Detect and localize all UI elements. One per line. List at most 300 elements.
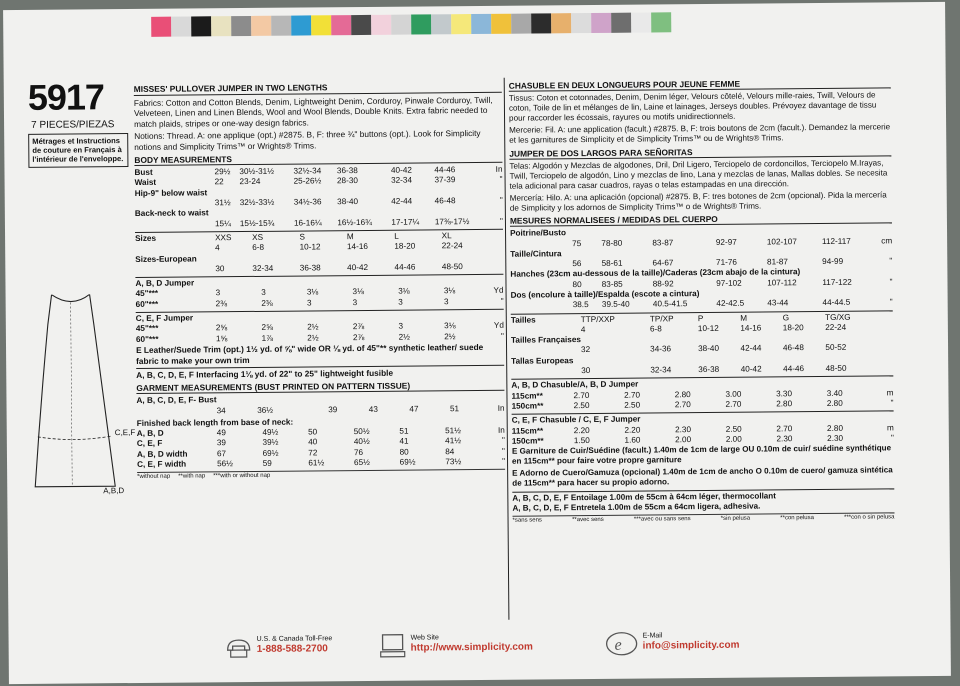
cell-value: 2⅝	[261, 323, 273, 333]
email-label: E-Mail	[642, 632, 663, 640]
cell-value: M	[740, 313, 748, 323]
bust-label: A, B, C, D, E, F- Bust	[136, 395, 217, 406]
unit-label: "	[501, 436, 505, 446]
english-title: MISSES' PULLOVER JUMPER IN TWO LENGTHS	[134, 81, 502, 96]
cell-value: 2⅜	[215, 298, 228, 308]
cell-value: 34-36	[650, 344, 672, 354]
mercerie-text: Mercerie: Fil. A: une application (facult.) #2875. B, F: trois boutons de 2cm (facult.). Demandez la mercerie et les garnitures de Simplicity et de Simplicity Trims™ ou de Wrights® Trims.	[509, 122, 891, 146]
row-label: 60"***	[135, 334, 159, 344]
cell-value: 30	[581, 366, 591, 376]
cell-value	[240, 187, 294, 198]
cell-value: 67	[216, 448, 227, 459]
cell-value: 22-24	[441, 241, 463, 251]
color-swatch	[351, 15, 371, 35]
color-swatch	[411, 14, 431, 34]
cell-value: 3	[398, 297, 403, 307]
row-label: Tailles Françaises	[510, 335, 581, 345]
cell-value: 31½	[214, 198, 231, 208]
cell-value: 65½	[353, 458, 370, 468]
color-swatch	[451, 14, 471, 34]
cell-value: 88-92	[652, 278, 674, 289]
color-swatch	[211, 16, 231, 36]
cell-value: 34	[216, 405, 226, 415]
cell-value	[581, 335, 650, 346]
cell-value: 49½	[262, 427, 279, 438]
unit-label	[877, 312, 893, 322]
table-row	[512, 398, 894, 412]
interfacing-text: A, B, C, D, E, F Interfacing 1⅛ yd. of 22" to 25" lightweight fusible	[136, 365, 504, 381]
row-label: 150cm**	[511, 436, 544, 446]
cell-value: XXS	[215, 233, 232, 243]
unit-label: "	[889, 297, 893, 307]
cell-value: 48-50	[441, 261, 463, 272]
unit-label: "	[499, 175, 503, 185]
french-spanish-section	[509, 75, 895, 524]
cell-value: 6-8	[649, 324, 662, 334]
cell-value: 25-26½	[293, 176, 322, 187]
color-swatch	[591, 13, 611, 33]
row-label	[511, 346, 581, 357]
cell-value: 44-46	[394, 262, 416, 272]
unit-label: In	[495, 164, 503, 174]
unit-label	[489, 251, 503, 261]
cell-value: 51	[399, 426, 409, 436]
color-swatch	[431, 14, 451, 34]
yardage-note-box: Métrages et Instructions de couture en Français à l'intérieur de l'enveloppe.	[28, 133, 128, 167]
unit-label	[489, 231, 503, 241]
cell-value: 38-40	[698, 344, 720, 354]
cell-value: S	[299, 232, 306, 242]
row-label: Waist	[134, 178, 157, 188]
cell-value: 39	[328, 404, 338, 414]
cell-value: 42-42.5	[716, 298, 745, 309]
cell-value	[825, 353, 877, 364]
cell-value	[601, 228, 652, 239]
row-label	[510, 259, 572, 270]
email-icon	[604, 629, 638, 659]
unit-label	[876, 246, 892, 256]
cell-value	[741, 354, 784, 365]
cell-value: 36-38	[336, 166, 358, 176]
cell-value: 40-42	[740, 364, 762, 374]
cell-value: 2.70	[725, 399, 742, 409]
cell-value: 2.30	[675, 424, 692, 434]
cell-value: 3⅛	[398, 287, 410, 297]
row-label	[135, 244, 215, 255]
unit-label: In	[497, 425, 505, 435]
cell-value: 72	[308, 448, 318, 458]
row-label	[511, 366, 581, 377]
jumper-silhouette	[28, 294, 140, 495]
cell-value: 32-34	[252, 263, 274, 273]
color-swatch	[291, 15, 311, 35]
adorno-text: E Adorno de Cuero/Gamuza (opcional) 1.40m de 1cm de ancho O 0.10m de cuero/ gamuza sintética de 115cm** para hacer su propio adorno.	[512, 465, 893, 489]
cell-value	[337, 207, 391, 218]
entretela-text: A, B, C, D, E, F Entretela 1.00m de 55cm a 64cm ligera, adhesiva.	[512, 501, 761, 513]
color-swatch	[191, 16, 211, 36]
cell-value: 2.50	[725, 424, 742, 434]
unit-label	[877, 353, 893, 363]
cell-value: 3⅛	[306, 287, 319, 297]
cell-value: XL	[441, 231, 452, 241]
row-label: A, B, D	[136, 428, 164, 439]
cell-value: 2.70	[674, 400, 691, 410]
row-label: 150cm**	[511, 401, 544, 411]
unit-label	[877, 363, 893, 373]
cell-value: 3	[398, 321, 404, 331]
cell-value	[442, 251, 490, 262]
row-label: Taille/Cintura	[510, 249, 562, 259]
entoilage-text: A, B, C, D, E, F Entoilage 1.00m de 55cm à 64cm léger, thermocollant	[512, 488, 894, 503]
pattern-envelope-back	[3, 2, 951, 684]
row-label: 115cm**	[511, 391, 543, 401]
cell-value: 69½	[262, 448, 279, 458]
abd-jumper-header: A, B, D Jumper	[135, 274, 503, 290]
cell-value	[601, 248, 652, 259]
tissus-text: Tissus: Coton et cotonnades, Denim, Denim léger, Velours côtelé, Velours mille-raies, Twill, Velours de coton, Toile de lin et mélanges de lin, Laine et lainages, Jerseys doubles. Prévoyez davantage de tissu pour raccorder les écossais, rayures ou motifs unidirectionnels.	[508, 90, 877, 123]
merceria-text: Mercería: Hilo. A: una aplicación (opcional) #2875. B, F: tres botones de 2cm (opcional). Pida la mercería de Simplicity y los adornos de Simplicity Trims™ o de Wrights® Trims.	[509, 190, 887, 213]
english-section	[134, 79, 505, 482]
leather-trim-text: E Leather/Suede Trim (opt.) 1½ yd. of ⅝" wide OR ⅛ yd. of 45"** synthetic leather/ suede fabric to make your own trim	[136, 341, 484, 366]
cell-value: 34½-36	[293, 197, 322, 207]
pattern-number: 5917	[27, 76, 105, 118]
cell-value: 3.40	[826, 388, 843, 398]
cell-value: 1⅞	[261, 333, 274, 343]
row-label	[135, 198, 215, 209]
cell-value	[572, 228, 601, 239]
color-swatch	[231, 16, 251, 36]
row-label: 115cm**	[511, 425, 544, 436]
cell-value: 2.20	[573, 425, 590, 435]
cell-value: 40.5-41.5	[652, 299, 688, 309]
cell-value	[698, 354, 741, 365]
cell-value: 2⅞	[352, 332, 365, 342]
cell-value: 18-20	[394, 241, 416, 251]
row-label: Sizes-European	[135, 253, 197, 264]
cell-value: 23-24	[239, 177, 261, 187]
cef-jumper-header: C, E, F Jumper	[136, 309, 504, 325]
color-swatch	[571, 13, 591, 33]
fr-abd-header: A, B, D Chasuble/A, B, D Jumper	[511, 376, 893, 392]
unit-label: Yd	[493, 321, 504, 331]
cell-value: 2.80	[674, 389, 691, 399]
cell-value: 42-44	[740, 344, 762, 354]
color-swatch	[531, 13, 551, 33]
color-swatch	[471, 14, 491, 34]
body-measurements-header: BODY MEASUREMENTS	[134, 151, 502, 166]
cell-value: 58-61	[601, 258, 623, 269]
cell-value: 3⅛	[352, 287, 364, 297]
tailles-table	[511, 312, 894, 377]
cell-value: 39½	[262, 438, 279, 448]
unit-label: In	[497, 403, 505, 413]
cell-value	[767, 247, 822, 258]
garment-measurements-header: GARMENT MEASUREMENTS (BUST PRINTED ON PATTERN TISSUE)	[136, 379, 504, 394]
color-swatch	[551, 13, 571, 33]
phone-label: U.S. & Canada Toll-Free	[256, 635, 333, 643]
cell-value: 47	[409, 404, 419, 414]
cell-value: 17⅜-17½	[434, 216, 470, 227]
unit-label: "	[890, 398, 894, 408]
unit-label: Yd	[493, 286, 504, 296]
cell-value	[252, 253, 299, 264]
cell-value: 29½	[214, 167, 231, 177]
cell-value: 2.70	[624, 390, 641, 400]
color-swatch	[491, 14, 511, 34]
table-row	[137, 457, 505, 471]
cell-value: 1.50	[573, 435, 590, 446]
cell-value	[783, 333, 826, 344]
cell-value: 2.80	[776, 399, 793, 409]
unit-label: m	[886, 422, 894, 432]
finished-length-label: Finished back length from base of neck:	[136, 417, 294, 428]
cell-value: 32½-34	[293, 166, 322, 176]
color-swatch	[311, 15, 331, 35]
cell-value: 2.80	[826, 398, 843, 408]
cell-value: 71-76	[715, 257, 738, 268]
phone-number[interactable]: 1-888-588-2700	[256, 643, 328, 655]
cell-value: 56½	[217, 459, 234, 469]
cell-value: 37-39	[434, 175, 456, 185]
unit-label: "	[890, 433, 894, 443]
cell-value: 3	[352, 297, 358, 307]
row-label: Sizes	[135, 233, 157, 243]
cell-value: 32	[580, 345, 591, 355]
cell-value: 2.00	[725, 434, 742, 444]
cell-value	[652, 248, 716, 259]
cell-value	[391, 186, 434, 197]
cell-value: 83-85	[601, 279, 623, 289]
cell-value: 56	[572, 259, 582, 269]
cell-value	[215, 188, 240, 199]
cell-value	[435, 186, 489, 197]
cell-value: 41	[399, 437, 409, 447]
cell-value: 2⅞	[352, 322, 365, 332]
telas-text: Telas: Algodón y Mezclas de algodones, Dril, Dril Ligero, Terciopelo de cordoncillos, Terciopelo M.Irayas, Twill, Terciopelo de algodón, Lino y mezclas de lino, Lana y mezclas de lanas, Mallas dobles. Se necesita tela adicional para casar cuadros, rayas o telas estampadas en una dirección.	[509, 158, 888, 191]
view-label-cef: C,E,F	[114, 427, 136, 438]
row-label: Hip-9" below waist	[134, 188, 208, 198]
cell-value: 32-34	[391, 176, 413, 186]
body-measurements-table	[134, 165, 503, 230]
cell-value	[394, 252, 441, 263]
cell-value: 3.30	[776, 388, 793, 399]
cell-value: 80	[399, 447, 409, 457]
unit-label: "	[889, 256, 893, 266]
cell-value: 3	[261, 288, 266, 298]
cell-value	[347, 252, 394, 263]
cell-value	[825, 333, 877, 344]
cell-value: 44-46	[434, 165, 456, 175]
cell-value: XS	[252, 232, 264, 242]
fr-cef-header: C, E, F Chasuble / C, E, F Jumper	[512, 411, 894, 427]
cell-value: 28-30	[336, 176, 358, 186]
cell-value: 36½	[257, 405, 274, 415]
cell-value: 1.60	[624, 435, 641, 445]
unit-label: "	[499, 195, 503, 205]
row-label	[510, 280, 572, 291]
cell-value: 59	[262, 458, 272, 468]
cell-value	[767, 226, 822, 237]
row-label	[511, 300, 573, 311]
cell-value: 2.20	[624, 425, 641, 435]
cell-value: 51½	[445, 426, 462, 436]
cell-value: 50½	[353, 427, 370, 437]
color-swatch	[331, 15, 351, 35]
cell-value: 78-80	[601, 238, 623, 248]
cell-value: 1⅝	[215, 333, 228, 343]
cell-value: 2½	[307, 332, 319, 343]
cell-value: 61½	[308, 458, 325, 468]
cell-value: 17-17¼	[391, 217, 420, 227]
color-calibration-bar	[151, 12, 671, 37]
cell-value: 80	[572, 279, 582, 289]
cell-value	[391, 207, 434, 218]
cell-value: 46-48	[782, 343, 804, 353]
cell-value: 15¼	[214, 218, 231, 228]
cell-value: 39	[216, 438, 227, 448]
cell-value: 2.30	[827, 433, 844, 443]
cell-value	[572, 249, 601, 260]
abd-yardage-table	[136, 286, 504, 310]
garniture-text: E Garniture de Cuir/Suédine (facult.) 1.40m de 1cm de large OU 0.10m de cuir/ suédine synthétique en 115cm** pour faire votre propre garniture	[511, 443, 892, 466]
cell-value: 73½	[445, 457, 462, 467]
unit-label	[489, 186, 503, 196]
unit-label	[489, 206, 503, 216]
computer-icon	[379, 633, 407, 659]
svg-text:e: e	[614, 636, 622, 654]
color-swatch	[391, 15, 411, 35]
cell-value: 36-38	[698, 364, 720, 375]
cell-value: 14-16	[740, 323, 762, 333]
cell-value: 38.5	[572, 300, 589, 310]
phone-icon	[225, 636, 253, 660]
cell-value: 3	[306, 298, 312, 308]
cell-value: 4	[580, 324, 586, 334]
row-label: 45"***	[135, 324, 159, 334]
color-swatch	[371, 15, 391, 35]
jumper-back-view-diagram	[28, 294, 140, 500]
cell-value: 18-20	[782, 323, 804, 333]
cell-value	[716, 227, 767, 238]
cell-value: 83-87	[652, 237, 674, 247]
view-label-abd: A,B,D	[103, 486, 125, 496]
row-label: Dos (encolure à taille)/Espalda (escote a cintura)	[510, 289, 700, 300]
color-swatch	[251, 16, 271, 36]
cell-value: M	[346, 232, 354, 242]
row-label: Hanches (23cm au-dessous de la taille)/Caderas (23cm abajo de la cintura)	[510, 267, 801, 280]
french-footnotes: *sans sens **avec sens ***avec ou sans sens *sin pelusa **con pelusa ***con o sin pelusa	[513, 512, 895, 524]
cell-value: 30½-31½	[239, 166, 275, 177]
unit-label: "	[500, 331, 504, 341]
cell-value: 49	[216, 428, 226, 438]
cell-value	[337, 186, 391, 197]
cell-value: 10-12	[299, 242, 321, 252]
cell-value: 64-67	[652, 258, 674, 268]
cell-value: G	[782, 312, 790, 322]
color-swatch	[151, 17, 171, 37]
email-address[interactable]: info@simplicity.com	[642, 639, 740, 652]
row-label: 45"***	[135, 289, 159, 299]
contact-footer	[8, 622, 950, 684]
row-label: A, B, D width	[136, 449, 188, 459]
english-footnotes: *without nap **with nap ***with or without nap	[137, 469, 505, 481]
cell-value: 30	[215, 264, 225, 274]
cell-value: 3⅛	[443, 286, 456, 296]
cell-value: 3.00	[725, 389, 742, 399]
cell-value: 117-122	[822, 277, 852, 287]
row-label: Back-neck to waist	[134, 208, 209, 219]
cell-value	[783, 354, 826, 365]
cell-value	[294, 187, 337, 198]
cell-value: 3⅛	[444, 321, 456, 331]
cell-value	[435, 206, 489, 217]
cell-value: L	[394, 231, 399, 241]
cell-value	[215, 253, 252, 264]
cell-value: 40	[308, 437, 318, 447]
row-label: 60"***	[135, 299, 159, 309]
row-label: Poitrine/Busto	[510, 228, 567, 238]
mesures-table	[510, 226, 893, 312]
cell-value: 46-48	[434, 196, 456, 206]
sizes-table	[135, 231, 503, 275]
color-swatch	[171, 16, 191, 36]
cell-value: 10-12	[697, 323, 719, 333]
cell-value: 2½	[444, 331, 456, 341]
cell-value	[740, 334, 783, 345]
web-link[interactable]: http://www.simplicity.com	[410, 641, 533, 654]
web-label: Web Site	[410, 634, 439, 642]
cell-value: 22	[214, 177, 224, 187]
cell-value: 50	[308, 427, 318, 437]
cell-value: 76	[353, 447, 364, 457]
cell-value: 6-8	[252, 243, 265, 253]
cell-value: 2½	[398, 332, 410, 342]
cell-value: 97-102	[716, 278, 742, 288]
cell-value: 2.50	[573, 400, 590, 411]
cell-value	[822, 246, 876, 257]
cell-value: 51	[449, 403, 460, 413]
row-label: C, E, F	[136, 439, 163, 449]
cell-value: 107-112	[767, 277, 797, 288]
cell-value: 3	[443, 296, 449, 307]
cell-value: 4	[215, 243, 220, 253]
cell-value	[294, 208, 337, 219]
cell-value: 40½	[353, 437, 370, 447]
unit-label	[876, 226, 892, 236]
cell-value: 39.5-40	[601, 299, 630, 310]
row-label	[511, 325, 581, 336]
cell-value: P	[697, 313, 704, 323]
cell-value: 2.30	[776, 434, 793, 444]
cell-value: 2.80	[826, 423, 844, 433]
pieces-count: 7 PIECES/PIEZAS	[31, 119, 115, 131]
row-label: Tallas Europeas	[511, 355, 574, 366]
color-swatch	[611, 13, 631, 33]
unit-label	[877, 322, 893, 332]
cell-value	[650, 334, 698, 345]
color-swatch	[511, 14, 531, 34]
cell-value	[822, 226, 876, 237]
unit-label: "	[889, 277, 893, 287]
cell-value: 36-38	[299, 263, 321, 273]
cell-value: 2.70	[573, 390, 590, 400]
unit-label: cm	[881, 235, 893, 245]
cell-value: 44-46	[783, 364, 805, 374]
cell-value: 44-44.5	[822, 298, 851, 308]
color-swatch	[631, 12, 651, 32]
cell-value: 102-107	[766, 236, 797, 246]
color-swatch	[271, 16, 291, 36]
